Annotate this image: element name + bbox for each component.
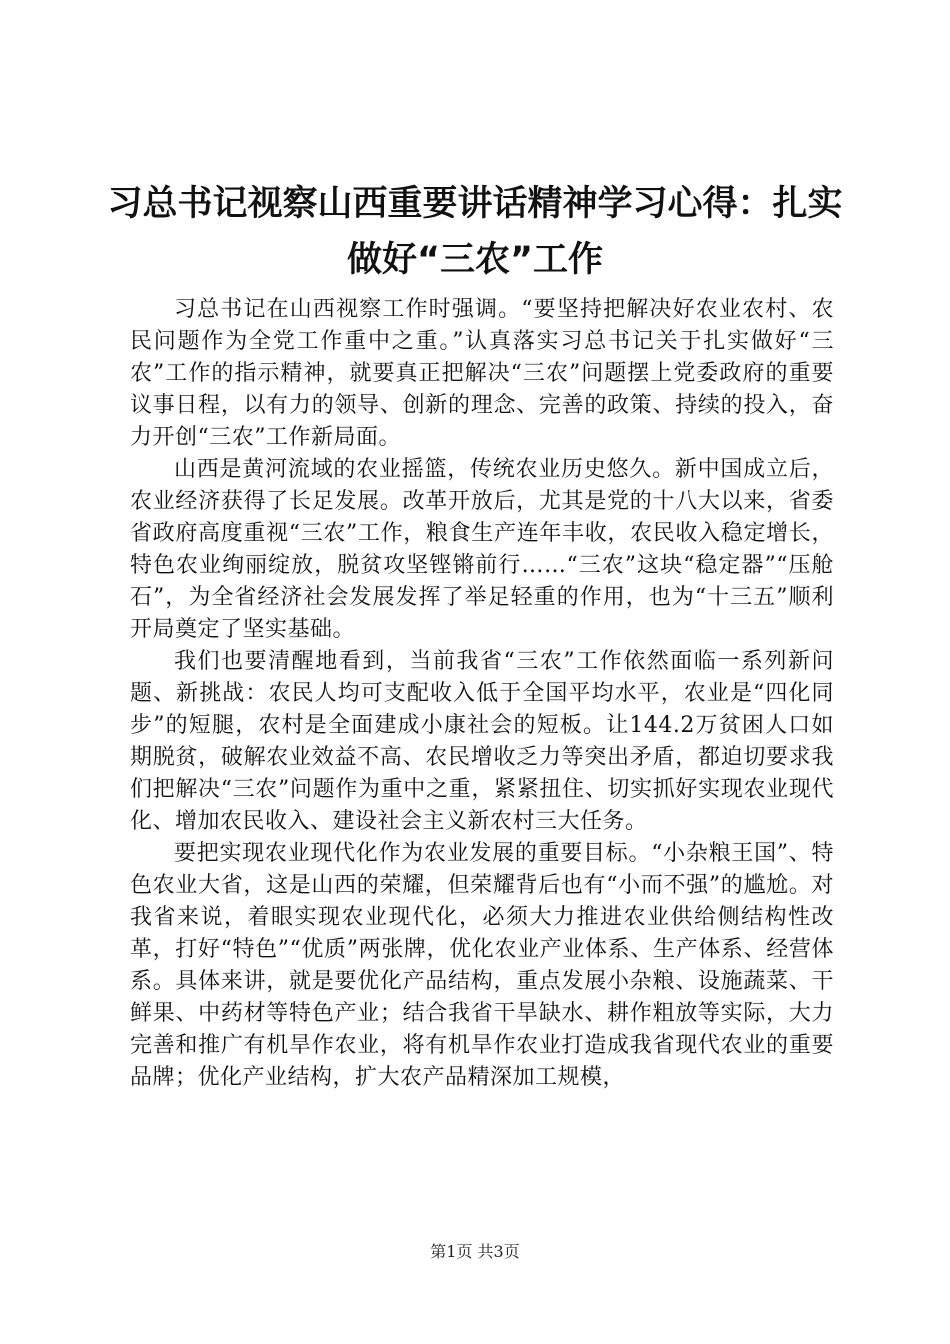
paragraph: 习总书记在山西视察工作时强调。“要坚持把解决好农业农村、农民问题作为全党工作重中之重。”认真落实习总书记关于扎实做好“三农”工作的指示精神，就要真正把解决“三农”问题摆上党委政府的重要议事日程，以有力的领导、创新的理念、完善的政策、持续的投入，奋力开创“三农”工作新局面。 — [130, 297, 834, 450]
document-title: 习总书记视察山西重要讲话精神学习心得：扎实做好“三农”工作 — [107, 184, 843, 280]
page-footer: 第1页 共3页 — [430, 1242, 520, 1261]
document-body — [130, 294, 834, 1094]
paragraph: 山西是黄河流域的农业摇篮，传统农业历史悠久。新中国成立后，农业经济获得了长足发展。改革开放后，尤其是党的十八大以来，省委省政府高度重视“三农”工作，粮食生产连年丰收，农民收入稳定增长，特色农业绚丽绽放，脱贫攻坚铿锵前行……“三农”这块“稳定器”“压舱石”，为全省经济社会发展发挥了举足轻重的作用，也为“十三五”顺利开局奠定了坚实基础。 — [130, 457, 834, 642]
paragraph: 要把实现农业现代化作为农业发展的重要目标。“小杂粮王国”、特色农业大省，这是山西的荣耀，但荣耀背后也有“小而不强”的尴尬。对我省来说，着眼实现农业现代化，必须大力推进农业供给侧结构性改革，打好“特色”“优质”两张牌，优化农业产业体系、生产体系、经营体系。具体来讲，就是要优化产品结构，重点发展小杂粮、设施蔬菜、干鲜果、中药材等特色产业；结合我省干旱缺水、耕作粗放等实际，大力完善和推广有机旱作农业，将有机旱作农业打造成我省现代农业的重要品牌；优化产业结构，扩大农产品精深加工规模， — [130, 841, 834, 1090]
paragraph: 我们也要清醒地看到，当前我省“三农”工作依然面临一系列新问题、新挑战：农民人均可支配收入低于全国平均水平，农业是“四化同步”的短腿，农村是全面建成小康社会的短板。让144.2万贫困人口如期脱贫，破解农业效益不高、农民增收乏力等突出矛盾，都迫切要求我们把解决“三农”问题作为重中之重，紧紧扭住、切实抓好实现农业现代化、增加农民收入、建设社会主义新农村三大任务。 — [130, 649, 834, 834]
